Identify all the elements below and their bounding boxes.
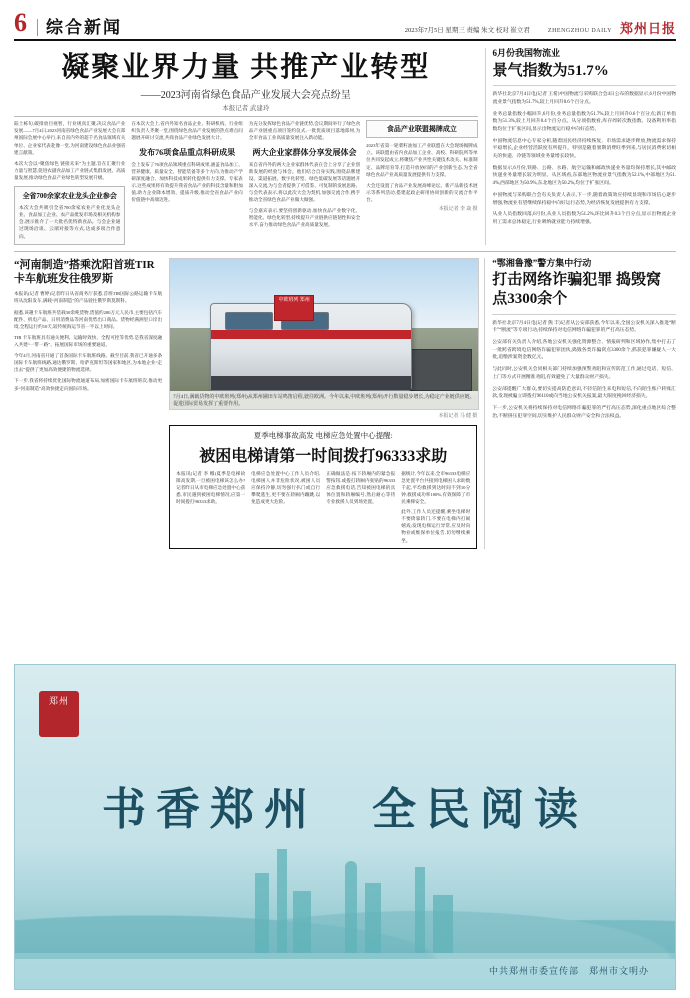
paper-logo: 郑州日报: [619, 21, 676, 36]
issue-date: 2023年7月5日 星期三 责编 朱文 校对 崔立君: [404, 27, 530, 34]
fraud-p3: 与此同时,公安机关会同相关部门持续加强预警劝阻和宣传防范工作,通过电话、短信、上门等方式开展精准劝阻,有效避免了大量群众财产损失。: [492, 367, 676, 380]
lead-sub3-title: 食品产业联盟揭牌成立: [386, 125, 457, 134]
fraud-kicker: “鄂湘鲁豫”警方集中行动: [492, 257, 592, 268]
lead-column-4: [366, 120, 477, 244]
lead-column-3: [249, 120, 360, 244]
elevator-p3: 据统计,今年以来,全市96333电梯应急处置平台共接到电梯困人求助数千起,平均救援到达时间不到10分钟,救援成功率100%,有效保障了市民乘梯安全。: [401, 470, 471, 505]
photo-window-left: [225, 312, 273, 330]
fraud-story: [484, 258, 676, 549]
logistics-p2: 中国物流信息中心专家分析,随着国民经济持续恢复、市场需求逐步释放,物流需求保持平稳增长,企业经营活跃度有所提升。特别是随着暑期消费旺季到来,与居民消费密切相关的快递、冷链等领域业务量增长较快。: [492, 138, 676, 160]
tir-byline: 本报讯(记者 曹婷)记者昨日从省商务厅获悉,首班TIR国际公路运输卡车航班从沈阳发车,满载“河南制造”的产品驶往俄罗斯莫斯科。: [14, 291, 163, 304]
lead-subheadline: ——2023河南省绿色食品产业发展大会亮点纷呈: [140, 90, 351, 102]
photo-caption: 7月4日,满载货物的中欧班列(郑州)从郑州圃田车站鸣笛启程,驶往欧洲。今年以来,中欧班列(郑州)开行数量稳步增长,为稳定产业链供应链、促进国际贸易发挥了重要作用。: [170, 391, 478, 409]
logistics-headline: 景气指数为51.7%: [492, 62, 609, 79]
lead-col-b: 为充分发挥绿色食品产业链优势,会议期间举行了绿色食品产业链重点项目签约仪式,一批优质项目落地郑州,为全市食品工业高质量发展注入新动能。: [248, 121, 361, 141]
photo-credit: 本报记者 马 健 摄: [438, 413, 478, 419]
lead-sub1-text: 会上发布了76项食品领域重点科研成果,涵盖食品加工、营养健康、质量安全、智能装备等多个方向,为推动产学研深度融合、加快科技成果转化提供有力支撑。专家表示,这些成果将有效提升我省食品产业的科技含量和附加值,助力企业降本增效、提质升级,推动全省食品产业向价值链中高端迈进。: [131, 161, 243, 203]
tir-p3: 今年4月,河南省开通了首条国际卡车航班线路。截至目前,我省已开通多条国际卡车航班线路,通达俄罗斯、哈萨克斯坦等国家和地区,为本地企业“走出去”提供了更加高效便捷的物流选择。: [14, 353, 163, 373]
tir-p2: TIR 卡车航班具有通关便利、运输时效快、全程可控等优势,是我省深度融入共建“一带一路”、拓展国际市场的重要通道。: [14, 334, 163, 347]
logistics-p3: 数据显示,6月份,铁路、公路、水路、航空运输和邮政快递业务量均保持增长,其中邮政快递业务量增长较为明显。从区域看,东部地区物流业景气指数为52.1%,中部地区为51.4%,西部地区为50.9%,东北地区为50.2%,均位于扩张区间。: [492, 165, 676, 187]
fraud-p1: 新华社北京7月4日电(记者 熊 丰)记者从公安部获悉,今年以来,全国公安机关深入推进“断卡”“断流”等专项行动,持续保持对电信网络诈骗犯罪的严打高压态势。: [492, 320, 676, 334]
logistics-p4: 中国物流与采购联合会有关负责人表示,下一步,随着政策效应持续显现和市场信心逐步增强,物流业有望继续保持稳中向好运行态势,为经济恢复发展提供有力支撑。: [492, 192, 676, 206]
section-title: 综合新闻: [37, 19, 122, 36]
english-masthead: ZHENGZHOU DAILY: [547, 28, 612, 34]
lead-col-d: 大会还设置了食品产业发展高峰论坛、新产品新技术展示等系列活动,搭建起政企研用协同创新的交流合作平台。: [366, 182, 478, 202]
ad-building: [255, 873, 269, 953]
lead-sub3-text: 2023年省第一轮菜籽油加工产业联盟在大会现场揭牌成立。该联盟由省内食品加工企业、高校、科研院所等单位共同发起成立,将聚焦产业共性关键技术攻关、标准制定、品牌培育等,打造开放协同的产业创新生态,为全省绿色食品产业高质量发展提供有力支撑。: [366, 143, 478, 177]
reading-campaign-ad: [14, 664, 676, 990]
train-photo: [169, 258, 479, 410]
ad-seal: 郑州: [39, 691, 79, 737]
ad-sponsor: 中共郑州市委宣传部 郑州市文明办: [488, 966, 649, 976]
masthead: [14, 10, 676, 41]
elevator-kicker: 夏季电梯事故高发 电梯应急处置中心提醒:: [253, 430, 393, 440]
ad-building: [293, 891, 311, 953]
fraud-headline: 打击网络诈骗犯罪 捣毁窝点3300余个: [492, 272, 662, 308]
lead-end-note: 本报记者 李 焱 摄: [438, 207, 478, 213]
lead-col-c: 与会嘉宾表示,要坚持创新驱动,加快食品产业数字化、智能化、绿色化转型,持续提升产业链供应链韧性和安全水平,奋力推动绿色食品产业高质量发展。: [248, 208, 361, 228]
middle-area: [14, 251, 676, 549]
elevator-headline: 被困电梯请第一时间拨打96333求助: [199, 447, 448, 465]
fraud-p2: 公安部有关负责人介绍,各地公安机关强化资源整合、情报研判和区域协作,集中打击了一批跨省跨境电信网络诈骗犯罪团伙,捣毁各类诈骗窝点3300余个,抓获犯罪嫌疑人一大批,追缴涉案资金数亿元。: [492, 340, 676, 361]
divider: [493, 85, 676, 86]
right-column: [485, 48, 676, 245]
tir-p4: 下一步,我省将持续优化国际物流通道布局,加密国际卡车航班班次,推动更多“河南制造”高效快捷走向国际市场。: [14, 378, 163, 391]
fraud-p5: 下一步,公安机关将持续保持对电信网络诈骗犯罪的严打高压态势,深化重点地区综合整治,不断挤压犯罪空间,切实维护人民群众财产安全和合法权益。: [492, 405, 676, 419]
ad-title: 书香郑州 全民阅读: [102, 785, 588, 834]
lead-box: [14, 186, 125, 245]
elevator-columns: [176, 470, 470, 544]
elevator-p4: 此外,工作人员还提醒,乘坐电梯时不要倚靠轿门,不要在电梯内打闹嬉戏;发现电梯运行异常,应及时向物业或维保单位报告,切勿继续乘坐。: [401, 509, 471, 543]
top-area: [14, 48, 676, 245]
fraud-p4: 公安部提醒广大群众,要切实提高防范意识,不轻信陌生来电和短信,不向陌生账户转账汇款,发现被骗立即拨打96110或向当地公安机关报案,最大限度挽回经济损失。: [492, 386, 676, 400]
lead-col-a: 在本次大会上,省内外知名食品企业、科研机构、行业组织负责人齐聚一堂,围绕绿色食品产业发展的热点难点问题展开研讨交流,共商食品产业绿色发展大计。: [131, 121, 243, 141]
tir-story: [14, 258, 162, 549]
center-column: [169, 258, 477, 549]
elevator-col-3: [326, 470, 395, 544]
lead-sub3-box: [366, 120, 477, 138]
elevator-byline: 本报讯(记者 李 娜)夏季是电梯故障高发期,一旦被困电梯该怎么办?记者昨日从市电梯应急处置中心获悉,市民遇到被困电梯情况,应第一时间拨打96333求助。: [176, 470, 246, 505]
lead-headline: 凝聚业界力量 共推产业转型: [61, 52, 431, 83]
lead-box-text: 本次大会共吸引全省700余家农业产业化龙头企业、食品加工企业、农产品批发市场及相关机构参会,展示推介了一大批名优特新食品。与会企业通过现场洽谈、云端对接等方式,达成多项合作意向。: [19, 205, 121, 239]
lead-sub2-title: 两大企业家群体分享发展体会: [252, 147, 357, 157]
elevator-p2: 正确做法是:按下轿厢内的紧急报警按钮,或拨打轿厢内张贴的96333应急救援电话,告知被困电梯的具体位置和轿厢编号,然后耐心等待专业救援人员到场处置。: [326, 470, 396, 505]
ad-building: [433, 895, 453, 953]
lead-intro-2: 本次大会以“聚焦绿色 链接未来”为主题,旨在汇聚行业力量与智慧,促进农副食品加工产业链式集群发展、高质量发展,推动绿色食品产业绿色转型发展升级。: [14, 160, 126, 180]
tir-headline: “河南制造”搭乘沈阳首班TIR卡车航班发往俄罗斯: [14, 258, 155, 286]
ad-building: [277, 849, 287, 953]
elevator-p1: 电梯应急处置中心工作人员介绍,电梯困人并非危险状况,被困人员应保持冷静,切勿强行扒门或自行攀爬逃生,更不要在轿厢内蹦跳,以免造成更大危险。: [251, 470, 321, 505]
elevator-col-1: [176, 470, 245, 544]
elevator-col-2: [251, 470, 320, 544]
logistics-lead: 新华社北京7月4日电(记者 王希)中国物流与采购联合会4日公布的数据显示,6月份中国物流业景气指数为51.7%,较上月回升0.6个百分点。: [492, 92, 676, 106]
elevator-col-4: [401, 470, 470, 544]
lead-sub1-title: 发布76项食品重点科研成果: [139, 147, 236, 157]
logistics-kicker: 6月份我国物流业: [492, 48, 561, 58]
lead-columns: [14, 120, 478, 244]
elevator-story: [169, 425, 477, 549]
divider: [492, 314, 676, 315]
ad-building: [415, 867, 425, 953]
lead-column-1: [14, 120, 125, 244]
ad-building: [345, 861, 357, 953]
train-badge: 中欧班列 郑州: [274, 295, 314, 321]
logistics-p1: 业务总量指数小幅回升,6月份,业务总量指数为51.7%,较上月回升0.6个百分点;新订单指数为51.3%,较上月回升0.4个百分点。从分项指数看,库存周转次数指数、设备利用率指数均位于扩张区间,显示出物流运行稳中向好态势。: [492, 111, 676, 133]
tir-p1: 据悉,该趟卡车航班共装载30余吨货物,货值约200万元人民币,主要包括汽车配件、机电产品、日用消费品等河南优势出口商品。货物经满洲里口岸出境,全程运行约10天,较传统海运节省一半以上时间。: [14, 309, 163, 329]
lead-byline: 本报记者 武建玲: [222, 105, 270, 113]
page-number: 6: [14, 8, 27, 37]
lead-box-title: 全省700余家农业龙头企业参会: [22, 192, 117, 201]
ad-building: [365, 883, 381, 953]
lead-intro: 陆士栋旬,碳排放目视智，行业规真汇聚,决议食品产业发展——7月4日,2023河南省绿色食品产业发展大会在郑州国际会展中心举行,来自省内外的超千名食品领域有关单位、企业家代表赴豫一堂,为河南建设绿色食品业强省建言献策。: [14, 121, 126, 155]
lead-story: [14, 48, 478, 245]
lead-sub2-text: 来自省内外的两大企业家群体代表在会上分享了企业创新发展的经验与体会。他们结合自身实践,围绕品牌建设、渠道拓展、数字化转型、绿色低碳发展等话题展开深入交流,为与会者提供了可借鉴、可复制的发展思路。与会代表表示,将以此次大会为契机,加强交流合作,携手推动全省绿色食品产业做大做强。: [248, 161, 361, 203]
divider: [14, 116, 478, 117]
lead-column-2: [131, 120, 242, 244]
logistics-p5: 从业人员指数回落,6月份,从业人员指数为51.2%,环比回升0.3个百分点,显示出物流企业用工需求总体稳定,行业吸纳就业能力持续增强。: [492, 212, 676, 225]
